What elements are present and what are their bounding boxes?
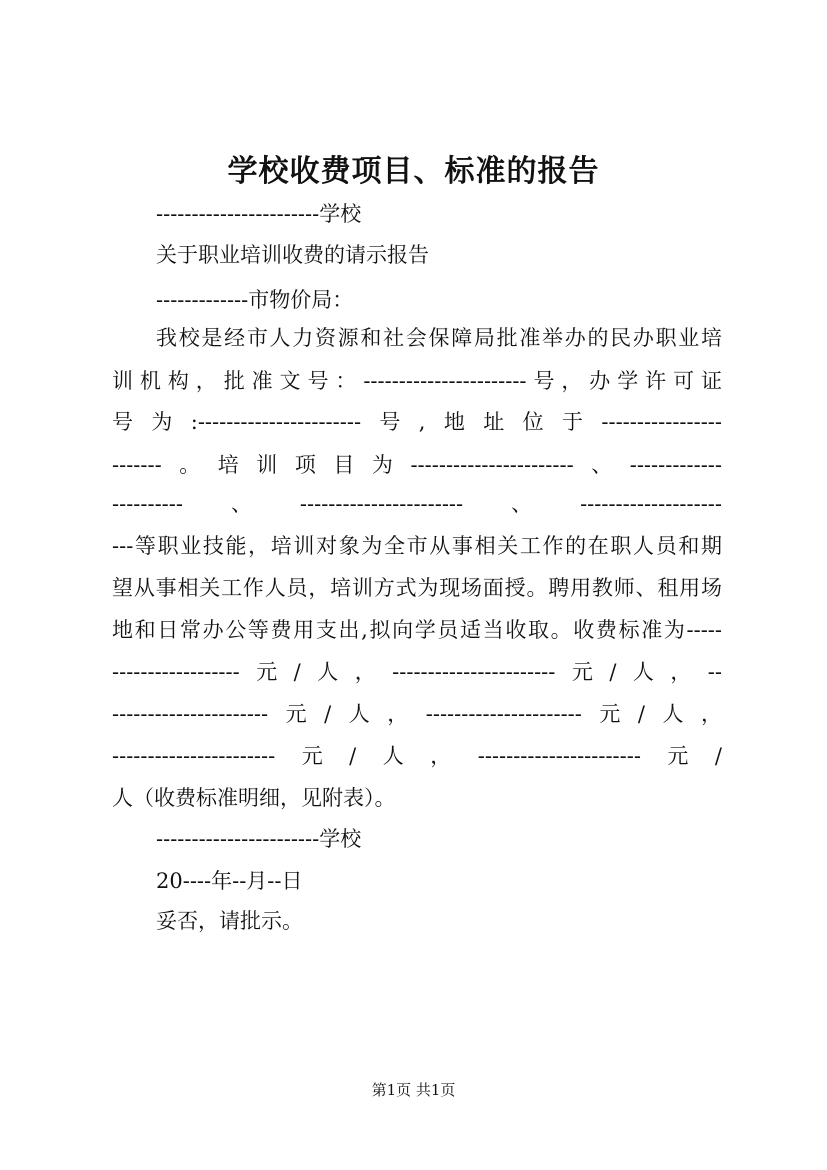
body-line: 人（收费标准明细，见附表）。 xyxy=(112,786,396,810)
school-line-bottom: -----------------------学校 xyxy=(156,827,362,851)
body-line: ----------------------元/人，----------------------元/人， xyxy=(112,702,722,726)
page-title: 学校收费项目、标准的报告 xyxy=(227,154,600,189)
page-footer: 第1页 共1页 xyxy=(371,1081,456,1099)
report-date: 20----年--月--日 xyxy=(156,869,303,893)
school-line-top: -----------------------学校 xyxy=(156,202,362,226)
body-line: -------。培训项目为-----------------------、------------- xyxy=(112,453,722,477)
body-line: -----------------------元/人，-----------------------元/ xyxy=(112,744,722,768)
body-line: ---等职业技能，培训对象为全市从事相关工作的在职人员和期 xyxy=(112,534,722,558)
report-subject: 关于职业培训收费的请示报告 xyxy=(156,243,429,267)
body-line: ----------、-----------------------、-------------------- xyxy=(112,492,722,516)
body-line: 训机构，批准文号：-----------------------号，办学许可证 xyxy=(112,369,722,393)
body-line: ------------------元/人，-----------------------元/人，-- xyxy=(112,660,722,684)
body-line: 号为:-----------------------号,地址位于----------------- xyxy=(112,410,722,434)
addressee-line: -------------市物价局： xyxy=(156,288,354,312)
body-line: 地和日常办公等费用支出,拟向学员适当收取。收费标准为----- xyxy=(112,618,722,642)
body-line: 望从事相关工作人员，培训方式为现场面授。聘用教师、租用场 xyxy=(112,576,722,600)
body-line: 我校是经市人力资源和社会保障局批准举办的民办职业培 xyxy=(156,326,722,350)
closing-line: 妥否，请批示。 xyxy=(156,909,303,933)
